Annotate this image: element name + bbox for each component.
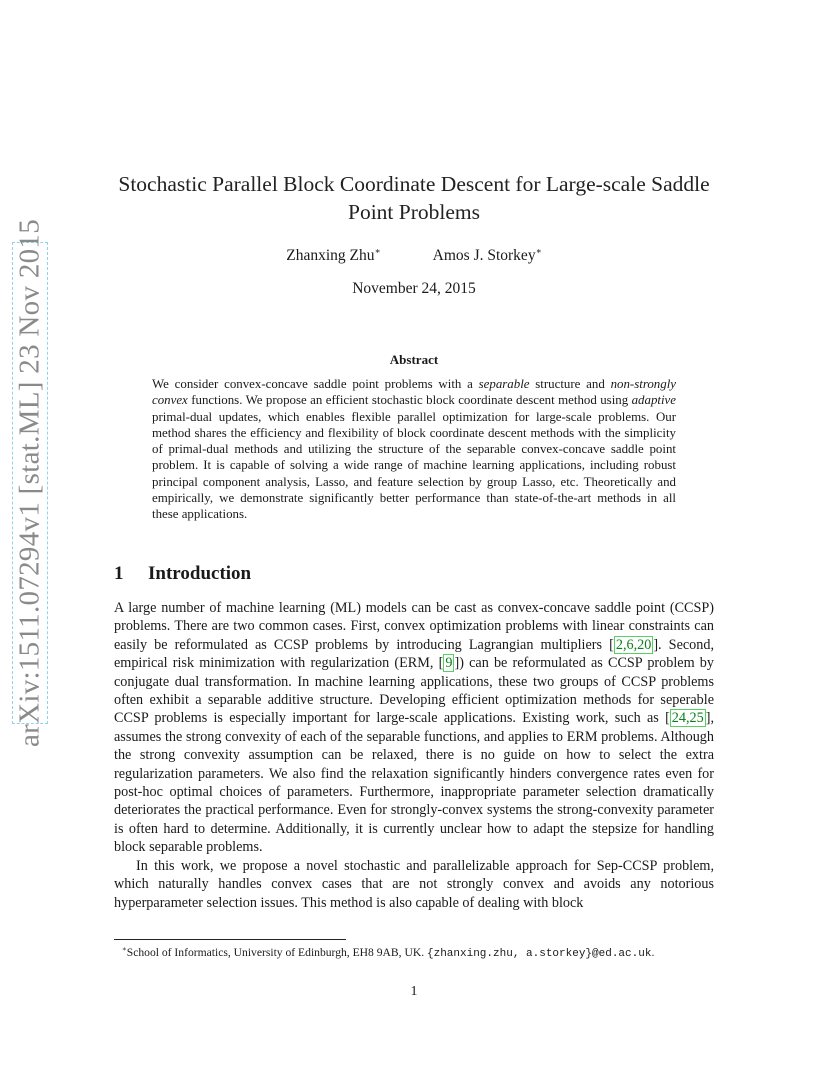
page-number: 1: [410, 984, 418, 999]
affiliation-mark: ∗: [374, 246, 381, 256]
citation-link[interactable]: 2,6,20: [615, 636, 652, 653]
abstract-heading: Abstract: [389, 352, 439, 367]
section-body: [114, 599, 714, 912]
affiliation-mark: ∗: [535, 246, 542, 256]
author-list: [150, 246, 678, 265]
emphasis: adaptive: [631, 393, 676, 408]
author: Amos J. Storkey∗: [432, 246, 542, 265]
section-heading: [114, 563, 251, 585]
paragraph: In this work, we propose a novel stochastic and parallelizable approach for Sep-CCSP problem, which naturally handles convex cases that are not strongly convex and avoids any notorious hyperparameter selection issues. This method is also capable of dealing with block: [114, 857, 714, 911]
footnote: ∗School of Informatics, University of Edinburgh, EH8 9AB, UK. {zhanxing.zhu, a.storkey}@ed.ac.uk.: [122, 945, 655, 960]
arxiv-identifier: arXiv:1511.07294v1 [stat.ML] 23 Nov 2015: [13, 218, 46, 748]
emphasis: non-strongly convex: [152, 377, 676, 408]
footnote-mark: ∗: [122, 945, 127, 953]
section-title: Introduction: [148, 563, 252, 584]
citation-link[interactable]: 9: [445, 655, 453, 672]
section-number: 1: [114, 563, 124, 584]
abstract-body: We consider convex-concave saddle point problems with a separable structure and non-strongly convex functions. We propose an efficient stochastic block coordinate descent method using adaptive primal-dual updates, which enables flexible parallel optimization for large-scale problems. Our method shares the efficiency and flexibility of block coordinate descent methods with the simplicity of primal-dual methods and utilizing the structure of the separable convex-concave saddle point problem. It is capable of solving a wide range of machine learning applications, including robust principal component analysis, Lasso, and feature selection by group Lasso, etc. Theoretically and empirically, we demonstrate significantly better performance than state-of-the-art methods in all these applications.: [152, 377, 676, 522]
citation-link[interactable]: 24,25: [671, 710, 704, 727]
paper-title: Stochastic Parallel Block Coordinate Descent for Large-scale Saddle Point Problems: [118, 172, 710, 224]
paragraph: A large number of machine learning (ML) models can be cast as convex-concave saddle point (CCSP) problems. There are two common cases. First, convex optimization problems with linear constraints can easily be reformulated as CCSP problems by introducing Lagrangian multipliers [ 2,6,20 ]. Second, empirical risk minimization with regularization (ERM, [ 9 ]) can be reformulated as CCSP problem by conjugate dual transformation. In machine learning applications, these two groups of CCSP problems often exhibit a separable additive structure. Developing efficient optimization methods for seperable CCSP problems is especially important for large-scale applications. Existing work, such as [ 24,25 ], assumes the strong convexity of each of the separable functions, and applies to ERM problems. Although the strong convexity assumption can be relaxed, there is no guide on how to select the extra regularization parameters. We also find the relaxation significantly hinders convergence rates even for post-hoc optimal choices of parameters. Furthermore, inappropriate parameter selection dramatically deteriorates the practical performance. Even for strongly-convex systems the strong-convexity parameter is often hard to determine. Additionally, it is currently unclear how to adapt the stepsize for handling block separable problems.: [114, 600, 714, 856]
emphasis: separable: [478, 377, 530, 391]
arxiv-stamp: [12, 218, 48, 748]
paper-date: November 24, 2015: [352, 280, 476, 297]
author: Zhanxing Zhu∗: [286, 246, 381, 265]
footnote-rule: [114, 939, 346, 940]
author-emails[interactable]: {zhanxing.zhu, a.storkey}@ed.ac.uk: [427, 947, 652, 960]
